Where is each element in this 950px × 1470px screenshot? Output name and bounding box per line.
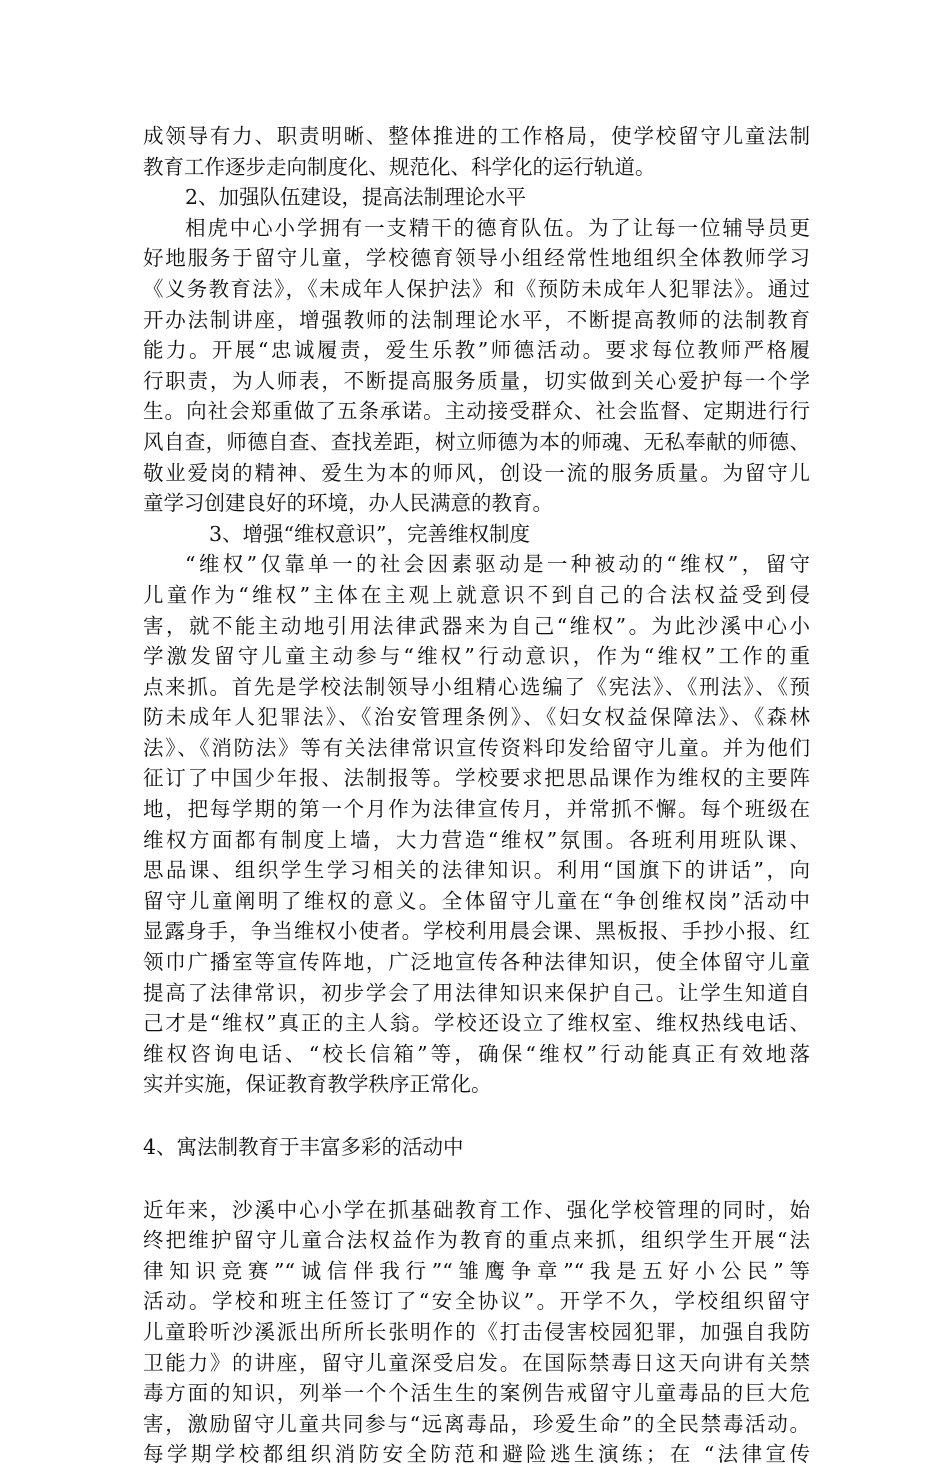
paragraph-line: 提高了法律常识，初步学会了用法律知识来保护自己。让学生知道自 xyxy=(143,980,810,1005)
paragraph-line: 儿童作为“维权”主体在主观上就意识不到自己的合法权益受到侵 xyxy=(143,582,810,607)
paragraph-line: 律知识竞赛”“诚信伴我行”“雏鹰争章”“我是五好小公民”等 xyxy=(143,1258,810,1283)
paragraph-line: 能力。开展“忠诚履责，爱生乐教”师德活动。要求每位教师严格履 xyxy=(143,338,810,363)
paragraph-line: 风自查，师德自查、查找差距，树立师德为本的师魂、无私奉献的师德、 xyxy=(143,429,810,454)
section-heading: 2、加强队伍建设，提高法制理论水平 xyxy=(185,185,527,210)
paragraph-line: 相虎中心小学拥有一支精干的德育队伍。为了让每一位辅导员更 xyxy=(185,215,810,240)
paragraph-line: 开办法制讲座，增强教师的法制理论水平，不断提高教师的法制教育 xyxy=(143,307,810,332)
paragraph-line: 己才是“维权”真正的主人翁。学校还设立了维权室、维权热线电话、 xyxy=(143,1011,810,1036)
paragraph-line: 害，激励留守儿童共同参与“远离毒品，珍爱生命”的全民禁毒活动。 xyxy=(143,1411,810,1436)
document-page xyxy=(143,121,810,1470)
paragraph-line: 行职责，为人师表，不断提高服务质量，切实做到关心爱护每一个学 xyxy=(143,368,810,393)
paragraph-line: 卫能力》的讲座，留守儿童深受启发。在国际禁毒日这天向讲有关禁 xyxy=(143,1350,810,1375)
paragraph-line: 童学习创建良好的环境，办人民满意的教育。 xyxy=(143,491,553,516)
paragraph-line: 学激发留守儿童主动参与“维权”行动意识，作为“维权”工作的重 xyxy=(143,644,810,669)
paragraph-line: 敬业爱岗的精神、爱生为本的师风，创设一流的服务质量。为留守儿 xyxy=(143,460,810,485)
paragraph-line: 显露身手，争当维权小使者。学校利用晨会课、黑板报、手抄小报、红 xyxy=(143,919,810,944)
paragraph-line: 活动。学校和班主任签订了“安全协议”。开学不久，学校组织留守 xyxy=(143,1289,810,1314)
paragraph-line: “维权”仅靠单一的社会因素驱动是一种被动的“维权”，留守 xyxy=(185,552,810,577)
paragraph-line: 儿童聆听沙溪派出所所长张明作的《打击侵害校园犯罪，加强自我防 xyxy=(143,1319,810,1344)
paragraph-line: 每学期学校都组织消防安全防范和避险逃生演练；在 “法律宣传 xyxy=(143,1442,810,1467)
paragraph-line: 维权咨询电话、“校长信箱”等，确保“维权”行动能真正有效地落 xyxy=(143,1041,810,1066)
paragraph-line: 领巾广播室等宣传阵地，广泛地宣传各种法律知识，使全体留守儿童 xyxy=(143,950,810,975)
paragraph-line: 维权方面都有制度上墙，大力营造“维权”氛围。各班利用班队课、 xyxy=(143,827,810,852)
paragraph-line: 好地服务于留守儿童，学校德育领导小组经常性地组织全体教师学习 xyxy=(143,246,810,271)
paragraph-line: 法》、《消防法》等有关法律常识宣传资料印发给留守儿童。并为他们 xyxy=(143,735,810,760)
paragraph-line: 点来抓。首先是学校法制领导小组精心选编了《宪法》、《刑法》、《预 xyxy=(143,674,810,699)
paragraph-line: 防未成年人犯罪法》、《治安管理条例》、《妇女权益保障法》、《森林 xyxy=(143,705,810,730)
paragraph-line: 思品课、组织学生学习相关的法律知识。利用“国旗下的讲话”，向 xyxy=(143,858,810,883)
paragraph-line: 征订了中国少年报、法制报等。学校要求把思品课作为维权的主要阵 xyxy=(143,766,810,791)
paragraph-line: 终把维护留守儿童合法权益作为教育的重点来抓，组织学生开展“法 xyxy=(143,1228,810,1253)
paragraph-gap xyxy=(143,1163,810,1195)
section-heading: 4、寓法制教育于丰富多彩的活动中 xyxy=(143,1135,464,1159)
paragraph-line: 地，把每学期的第一个月作为法律宣传月，并常抓不懈。每个班级在 xyxy=(143,797,810,822)
paragraph-line: 实并实施，保证教育教学秩序正常化。 xyxy=(143,1072,492,1097)
paragraph-line: 成领导有力、职责明晰、整体推进的工作格局，使学校留守儿童法制 xyxy=(143,124,810,148)
paragraph-line: 留守儿童阐明了维权的意义。全体留守儿童在“争创维权岗”活动中 xyxy=(143,888,810,913)
section-heading: 3、增强“维权意识”，完善维权制度 xyxy=(209,521,531,546)
paragraph-line: 害，就不能主动地引用法律武器来为自己“维权”。为此沙溪中心小 xyxy=(143,613,810,638)
paragraph-line: 生。向社会郑重做了五条承诺。主动接受群众、社会监督、定期进行行 xyxy=(143,399,810,424)
paragraph-gap xyxy=(143,1100,810,1132)
paragraph-line: 毒方面的知识，列举一个个活生生的案例告戒留守儿童毒品的巨大危 xyxy=(143,1381,810,1406)
paragraph-line: 教育工作逐步走向制度化、规范化、科学化的运行轨道。 xyxy=(143,154,656,179)
paragraph-line: 《义务教育法》，《未成年人保护法》和《预防未成年人犯罪法》。通过 xyxy=(143,276,810,301)
paragraph-line: 近年来，沙溪中心小学在抓基础教育工作、强化学校管理的同时，始 xyxy=(143,1197,810,1222)
